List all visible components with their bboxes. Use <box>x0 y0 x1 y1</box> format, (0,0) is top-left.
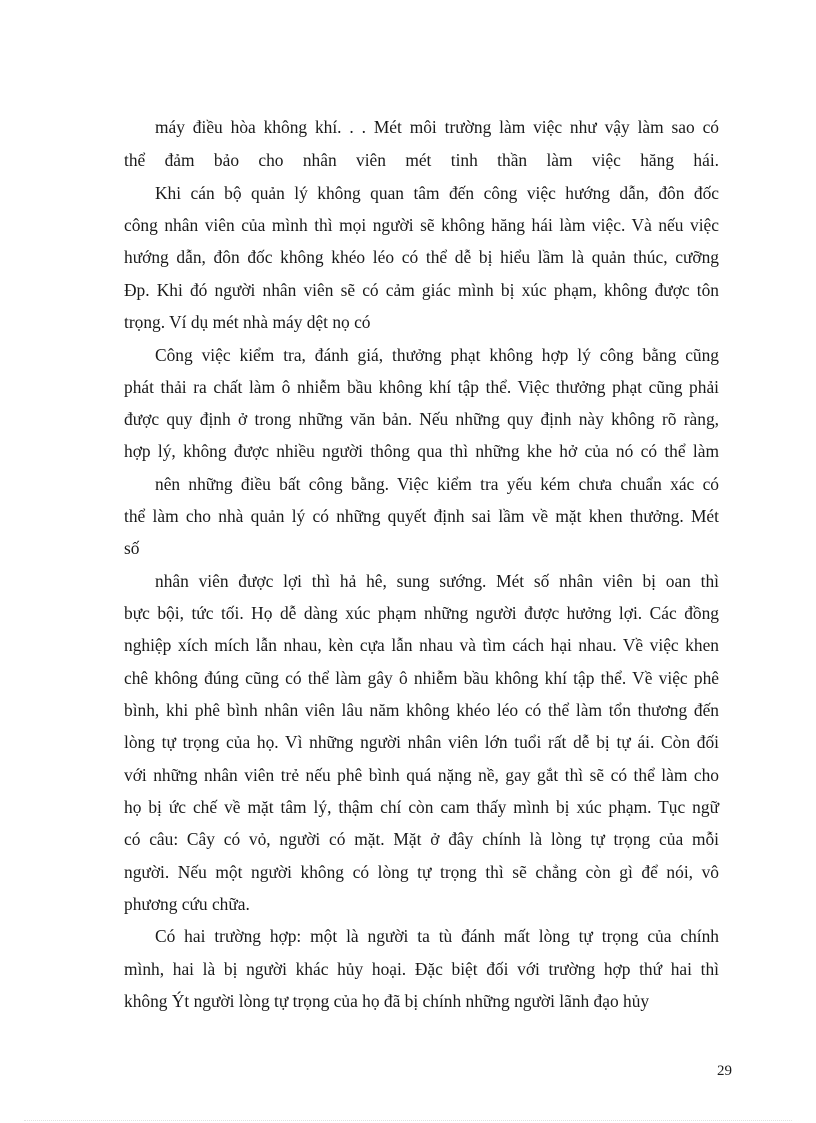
text-line: thể làm cho nhà quản lý có những quyết định sai lầm về mặt khen thưởng. Mét <box>124 506 719 526</box>
text-line: bực bội, tức tối. Họ dễ dàng xúc phạm những người được hưởng lợi. Các đồng <box>124 603 719 623</box>
text-line: chê không đúng cũng có thể làm gây ô nhiễm bầu không khí tập thể. Về việc phê <box>124 668 719 688</box>
text-line: công nhân viên của mình thì mọi người sẽ không hăng hái làm việc. Và nếu việc <box>124 215 719 235</box>
text-line: nên những điều bất công bằng. Việc kiểm tra yếu kém chưa chuẩn xác có <box>155 474 719 494</box>
page-bottom-rule <box>24 1120 792 1121</box>
page-number: 29 <box>717 1063 732 1079</box>
text-line: phát thải ra chất làm ô nhiễm bầu không khí tập thể. Việc thưởng phạt cũng phải <box>124 377 719 397</box>
text-line: người. Nếu một người không có lòng tự trọng thì sẽ chẳng còn gì để nói, vô <box>124 862 719 882</box>
text-line: nhân viên được lợi thì hả hê, sung sướng. Mét số nhân viên bị oan thì <box>155 571 719 591</box>
text-line: với những nhân viên trẻ nếu phê bình quá nặng nề, gay gắt thì sẽ có thể làm cho <box>124 765 719 785</box>
text-line: trọng. Ví dụ mét nhà máy dệt nọ có <box>124 312 371 332</box>
text-line: Công việc kiểm tra, đánh giá, thưởng phạt không hợp lý công bằng cũng <box>155 345 719 365</box>
text-line: lòng tự trọng của họ. Vì những người nhân viên lớn tuổi rất dễ bị tự ái. Còn đối <box>124 732 719 752</box>
text-line: máy điều hòa không khí. . . Mét môi trường làm việc như vậy làm sao có <box>155 117 719 137</box>
text-line: Khi cán bộ quản lý không quan tâm đến công việc hướng dẫn, đôn đốc <box>155 183 719 203</box>
text-line: phương cứu chữa. <box>124 894 250 914</box>
text-line: bình, khi phê bình nhân viên lâu năm không khéo léo có thể làm tổn thương đến <box>124 700 719 720</box>
text-line: thể đảm bảo cho nhân viên mét tinh thần làm việc hăng hái. <box>124 150 719 170</box>
text-line: họ bị ức chế về mặt tâm lý, thậm chí còn cam thấy mình bị xúc phạm. Tục ngữ <box>124 797 719 817</box>
text-line: nghiệp xích mích lẫn nhau, kèn cựa lẫn nhau và tìm cách hại nhau. Về việc khen <box>124 635 719 655</box>
text-line: Có hai trường hợp: một là người ta tù đánh mất lòng tự trọng của chính <box>155 926 719 946</box>
text-line: hợp lý, không được nhiều người thông qua thì những khe hở của nó có thể làm <box>124 441 719 461</box>
text-line: hướng dẫn, đôn đốc không khéo léo có thể dễ bị hiểu lầm là quản thúc, cưỡng <box>124 247 719 267</box>
text-line: không Ýt người lòng tự trọng của họ đã bị chính những người lãnh đạo hủy <box>124 991 650 1011</box>
text-line: Đp. Khi đó người nhân viên sẽ có cảm giác mình bị xúc phạm, không được tôn <box>124 280 719 300</box>
text-line: được quy định ở trong những văn bản. Nếu những quy định này không rõ ràng, <box>124 409 719 429</box>
text-line: mình, hai là bị người khác hủy hoại. Đặc biệt đối với trường hợp thứ hai thì <box>124 959 719 979</box>
text-line: số <box>124 538 140 558</box>
text-line: có câu: Cây có vỏ, người có mặt. Mặt ở đây chính là lòng tự trọng của mỗi <box>124 829 719 849</box>
